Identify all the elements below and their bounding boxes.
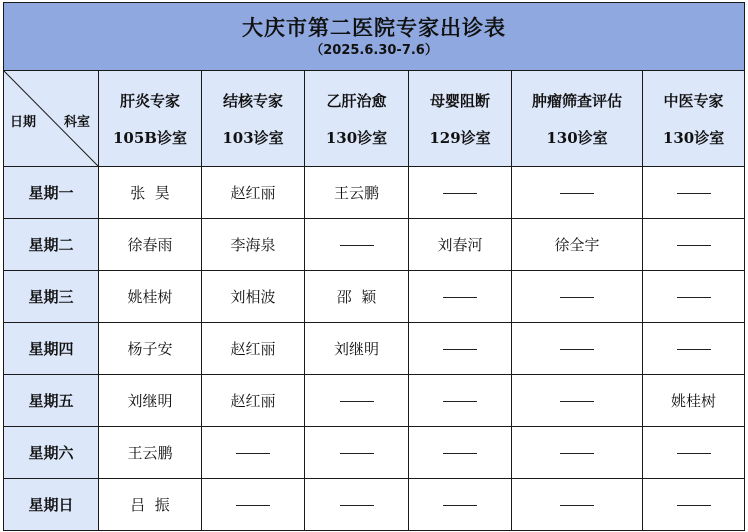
no-clinic-dash [340,245,374,246]
no-clinic-dash [560,453,594,454]
no-clinic-dash [340,401,374,402]
no-clinic-dash [340,453,374,454]
doctor-cell: 刘相波 [202,271,305,323]
clinic-room: 105B诊室 [113,128,187,147]
column-header [99,71,202,167]
column-header [409,71,512,167]
column-header [512,71,643,167]
clinic-room: 130诊室 [662,128,725,147]
doctor-cell: 李海泉 [202,219,305,271]
no-clinic-dash [443,401,477,402]
no-clinic-dash [677,453,711,454]
no-clinic-dash [443,505,477,506]
no-clinic-dash [677,349,711,350]
date-axis-label: 日期 [10,115,37,130]
empty-slot-cell [409,167,512,219]
empty-slot-cell [305,375,409,427]
doctor-cell: 邵 颖 [305,271,409,323]
empty-slot-cell [305,427,409,479]
empty-slot-cell [643,427,745,479]
no-clinic-dash [560,193,594,194]
table-row [4,427,745,479]
schedule-table [3,2,745,531]
column-header [643,71,745,167]
doctor-cell: 姚桂树 [99,271,202,323]
empty-slot-cell [512,323,643,375]
empty-slot-cell [512,271,643,323]
doctor-cell: 杨子安 [99,323,202,375]
weekday-cell: 星期日 [4,479,99,531]
no-clinic-dash [236,505,270,506]
doctor-cell: 刘春河 [409,219,512,271]
table-row [4,375,745,427]
weekday-cell: 星期六 [4,427,99,479]
clinic-room: 129诊室 [429,128,491,147]
doctor-cell: 张 昊 [99,167,202,219]
doctor-cell: 刘继明 [305,323,409,375]
doctor-cell: 姚桂树 [643,375,745,427]
weekday-cell: 星期四 [4,323,99,375]
empty-slot-cell [202,427,305,479]
empty-slot-cell [643,271,745,323]
empty-slot-cell [643,219,745,271]
empty-slot-cell [409,323,512,375]
no-clinic-dash [560,297,594,298]
department-axis-label: 科室 [64,115,91,130]
schedule-body [4,167,745,531]
empty-slot-cell [512,479,643,531]
no-clinic-dash [677,505,711,506]
department-name: 乙肝治愈 [326,91,387,110]
empty-slot-cell [409,427,512,479]
doctor-cell: 吕 振 [99,479,202,531]
table-row [4,323,745,375]
department-name: 结核专家 [222,91,283,110]
no-clinic-dash [340,505,374,506]
weekday-cell: 星期二 [4,219,99,271]
weekday-cell: 星期三 [4,271,99,323]
no-clinic-dash [443,453,477,454]
empty-slot-cell [409,271,512,323]
column-header [202,71,305,167]
doctor-cell: 赵红丽 [202,167,305,219]
no-clinic-dash [443,349,477,350]
clinic-room: 130诊室 [546,128,608,147]
table-row [4,479,745,531]
clinic-room: 103诊室 [222,128,284,147]
doctor-cell: 刘继明 [99,375,202,427]
empty-slot-cell [202,479,305,531]
clinic-room: 130诊室 [325,128,388,147]
empty-slot-cell [643,479,745,531]
weekday-cell: 星期五 [4,375,99,427]
column-header-row [4,71,745,167]
table-row [4,167,745,219]
department-name: 中医专家 [663,91,724,110]
no-clinic-dash [560,349,594,350]
no-clinic-dash [677,297,711,298]
empty-slot-cell [305,479,409,531]
empty-slot-cell [643,323,745,375]
page-title: 大庆市第二医院专家出诊表 [242,15,507,40]
no-clinic-dash [443,297,477,298]
department-name: 肝炎专家 [119,91,180,110]
doctor-cell: 赵红丽 [202,323,305,375]
empty-slot-cell [409,479,512,531]
empty-slot-cell [409,375,512,427]
empty-slot-cell [512,427,643,479]
department-name: 肿瘤筛查评估 [531,91,622,110]
corner-header [4,71,99,167]
table-row [4,219,745,271]
doctor-cell: 徐全宇 [512,219,643,271]
no-clinic-dash [677,193,711,194]
date-range: （2025.6.30-7.6） [310,42,438,58]
title-block [4,3,745,71]
doctor-cell: 徐春雨 [99,219,202,271]
weekday-cell: 星期一 [4,167,99,219]
empty-slot-cell [512,167,643,219]
empty-slot-cell [512,375,643,427]
doctor-cell: 赵红丽 [202,375,305,427]
schedule-sheet [3,2,744,528]
no-clinic-dash [443,193,477,194]
no-clinic-dash [560,505,594,506]
no-clinic-dash [236,453,270,454]
empty-slot-cell [305,219,409,271]
empty-slot-cell [643,167,745,219]
no-clinic-dash [677,245,711,246]
doctor-cell: 王云鹏 [99,427,202,479]
no-clinic-dash [560,401,594,402]
doctor-cell: 王云鹏 [305,167,409,219]
table-row [4,271,745,323]
department-name: 母婴阻断 [429,91,490,110]
column-header [305,71,409,167]
